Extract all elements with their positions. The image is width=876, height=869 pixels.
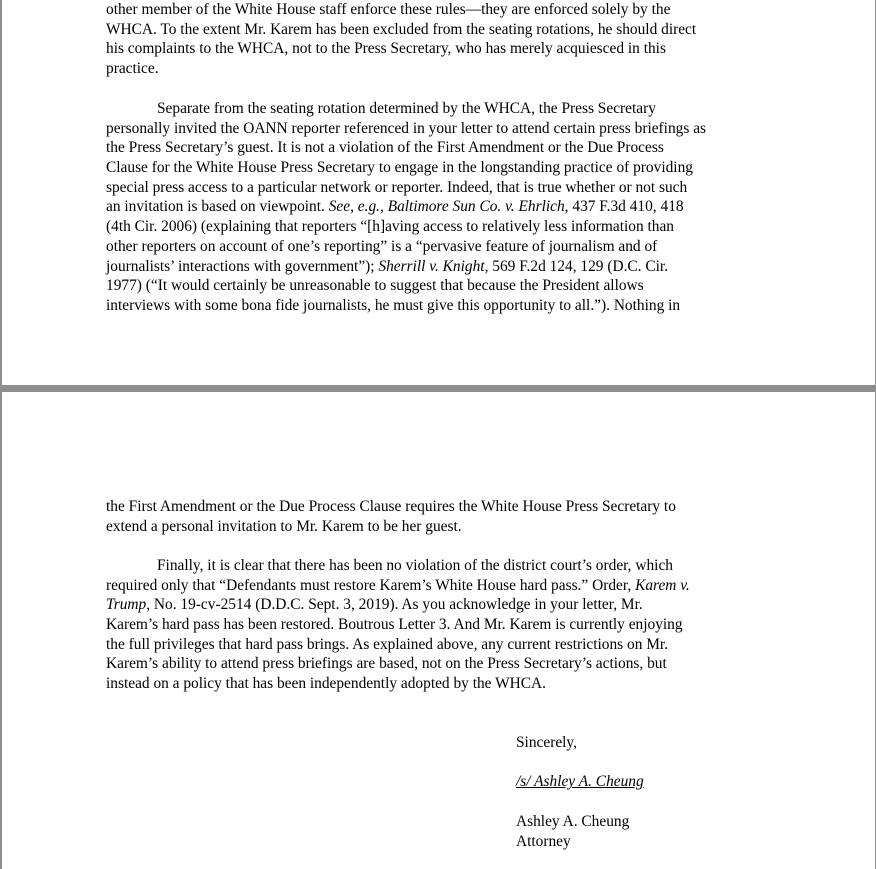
- document-page-1: [0, 0, 876, 385]
- text-line: extend a personal invitation to Mr. Karem to be her guest.: [106, 517, 462, 535]
- closing-salutation: Sincerely,: [516, 734, 577, 751]
- text-line: Karem’s ability to attend press briefings are based, not on the Press Secretary’s actions, but: [106, 655, 667, 673]
- page-left-edge: [0, 392, 2, 869]
- text-line-with-citation: [106, 576, 786, 596]
- text-line: instead on a policy that has been independently adopted by the WHCA.: [106, 675, 546, 693]
- paragraph-first-amendment: [106, 497, 786, 536]
- text-run: , 437 F.3d 410, 418: [564, 198, 684, 216]
- text-line: Finally, it is clear that there has been no violation of the district court’s order, which: [157, 557, 673, 574]
- text-line: special press access to a particular network or reporter. Indeed, that is true whether or not such: [106, 178, 688, 196]
- text-line: the First Amendment or the Due Process Clause requires the White House Press Secretary to: [106, 498, 676, 515]
- text-line: (4th Cir. 2006) (explaining that reporters “[h]aving access to relatively less information than: [106, 218, 675, 236]
- text-run: journalists’ interactions with government”);: [106, 257, 379, 275]
- paragraph-press-secretary-invitation: [106, 99, 786, 316]
- text-line: other member of the White House staff enforce these rules—they are enforced solely by the: [106, 1, 671, 18]
- document-page-2: [0, 392, 876, 869]
- text-line: 1977) (“It would certainly be unreasonable to suggest that because the President allows: [106, 277, 644, 295]
- text-run: , 569 F.2d 124, 129 (D.C. Cir.: [484, 257, 669, 275]
- signer-title: Attorney: [516, 832, 571, 850]
- text-line-with-citation: [106, 595, 786, 615]
- case-citation: Sherrill v. Knight: [378, 257, 485, 275]
- text-line: other reporters on account of one’s reporting” is a “pervasive feature of journalism and of: [106, 237, 658, 255]
- text-line: WHCA. To the extent Mr. Karem has been excluded from the seating rotations, he should direct: [106, 20, 697, 38]
- signer-name: Ashley A. Cheung: [516, 813, 630, 830]
- text-line-with-citation: [106, 197, 786, 217]
- case-citation: Trump: [106, 596, 147, 614]
- text-line: Karem’s hard pass has been restored. Boutrous Letter 3. And Mr. Karem is currently enjoying: [106, 616, 683, 634]
- text-run: , No. 19-cv-2514 (D.D.C. Sept. 3, 2019). As you acknowledge in your letter, Mr.: [146, 596, 643, 614]
- text-line: the Press Secretary’s guest. It is not a violation of the First Amendment or the Due Process: [106, 139, 664, 157]
- text-run: required only that “Defendants must restore Karem’s White House hard pass.” Order,: [106, 576, 636, 594]
- text-line: Clause for the White House Press Secretary to engage in the longstanding practice of providing: [106, 159, 693, 177]
- text-line: personally invited the OANN reporter referenced in your letter to attend certain press briefings as: [106, 119, 707, 137]
- paragraph-seating-rules: [106, 0, 786, 79]
- paragraph-court-order: [106, 556, 786, 694]
- text-line: practice.: [106, 60, 159, 78]
- page-separator: [0, 385, 876, 392]
- text-line: the full privileges that hard pass brings. As explained above, any current restrictions on Mr.: [106, 635, 669, 653]
- text-line: interviews with some bona fide journalists, he must give this opportunity to all.”). Nothing in: [106, 296, 681, 314]
- case-citation: See, e.g., Baltimore Sun Co. v. Ehrlich: [328, 198, 565, 216]
- case-citation: Karem v.: [635, 576, 690, 594]
- text-run: an invitation is based on viewpoint.: [106, 198, 329, 216]
- page-left-edge: [0, 0, 2, 385]
- text-line-with-citation: [106, 257, 786, 277]
- text-line: Separate from the seating rotation determined by the WHCA, the Press Secretary: [157, 100, 656, 117]
- electronic-signature: /s/ Ashley A. Cheung: [516, 773, 644, 790]
- text-line: his complaints to the WHCA, not to the Press Secretary, who has merely acquiesced in this: [106, 40, 666, 58]
